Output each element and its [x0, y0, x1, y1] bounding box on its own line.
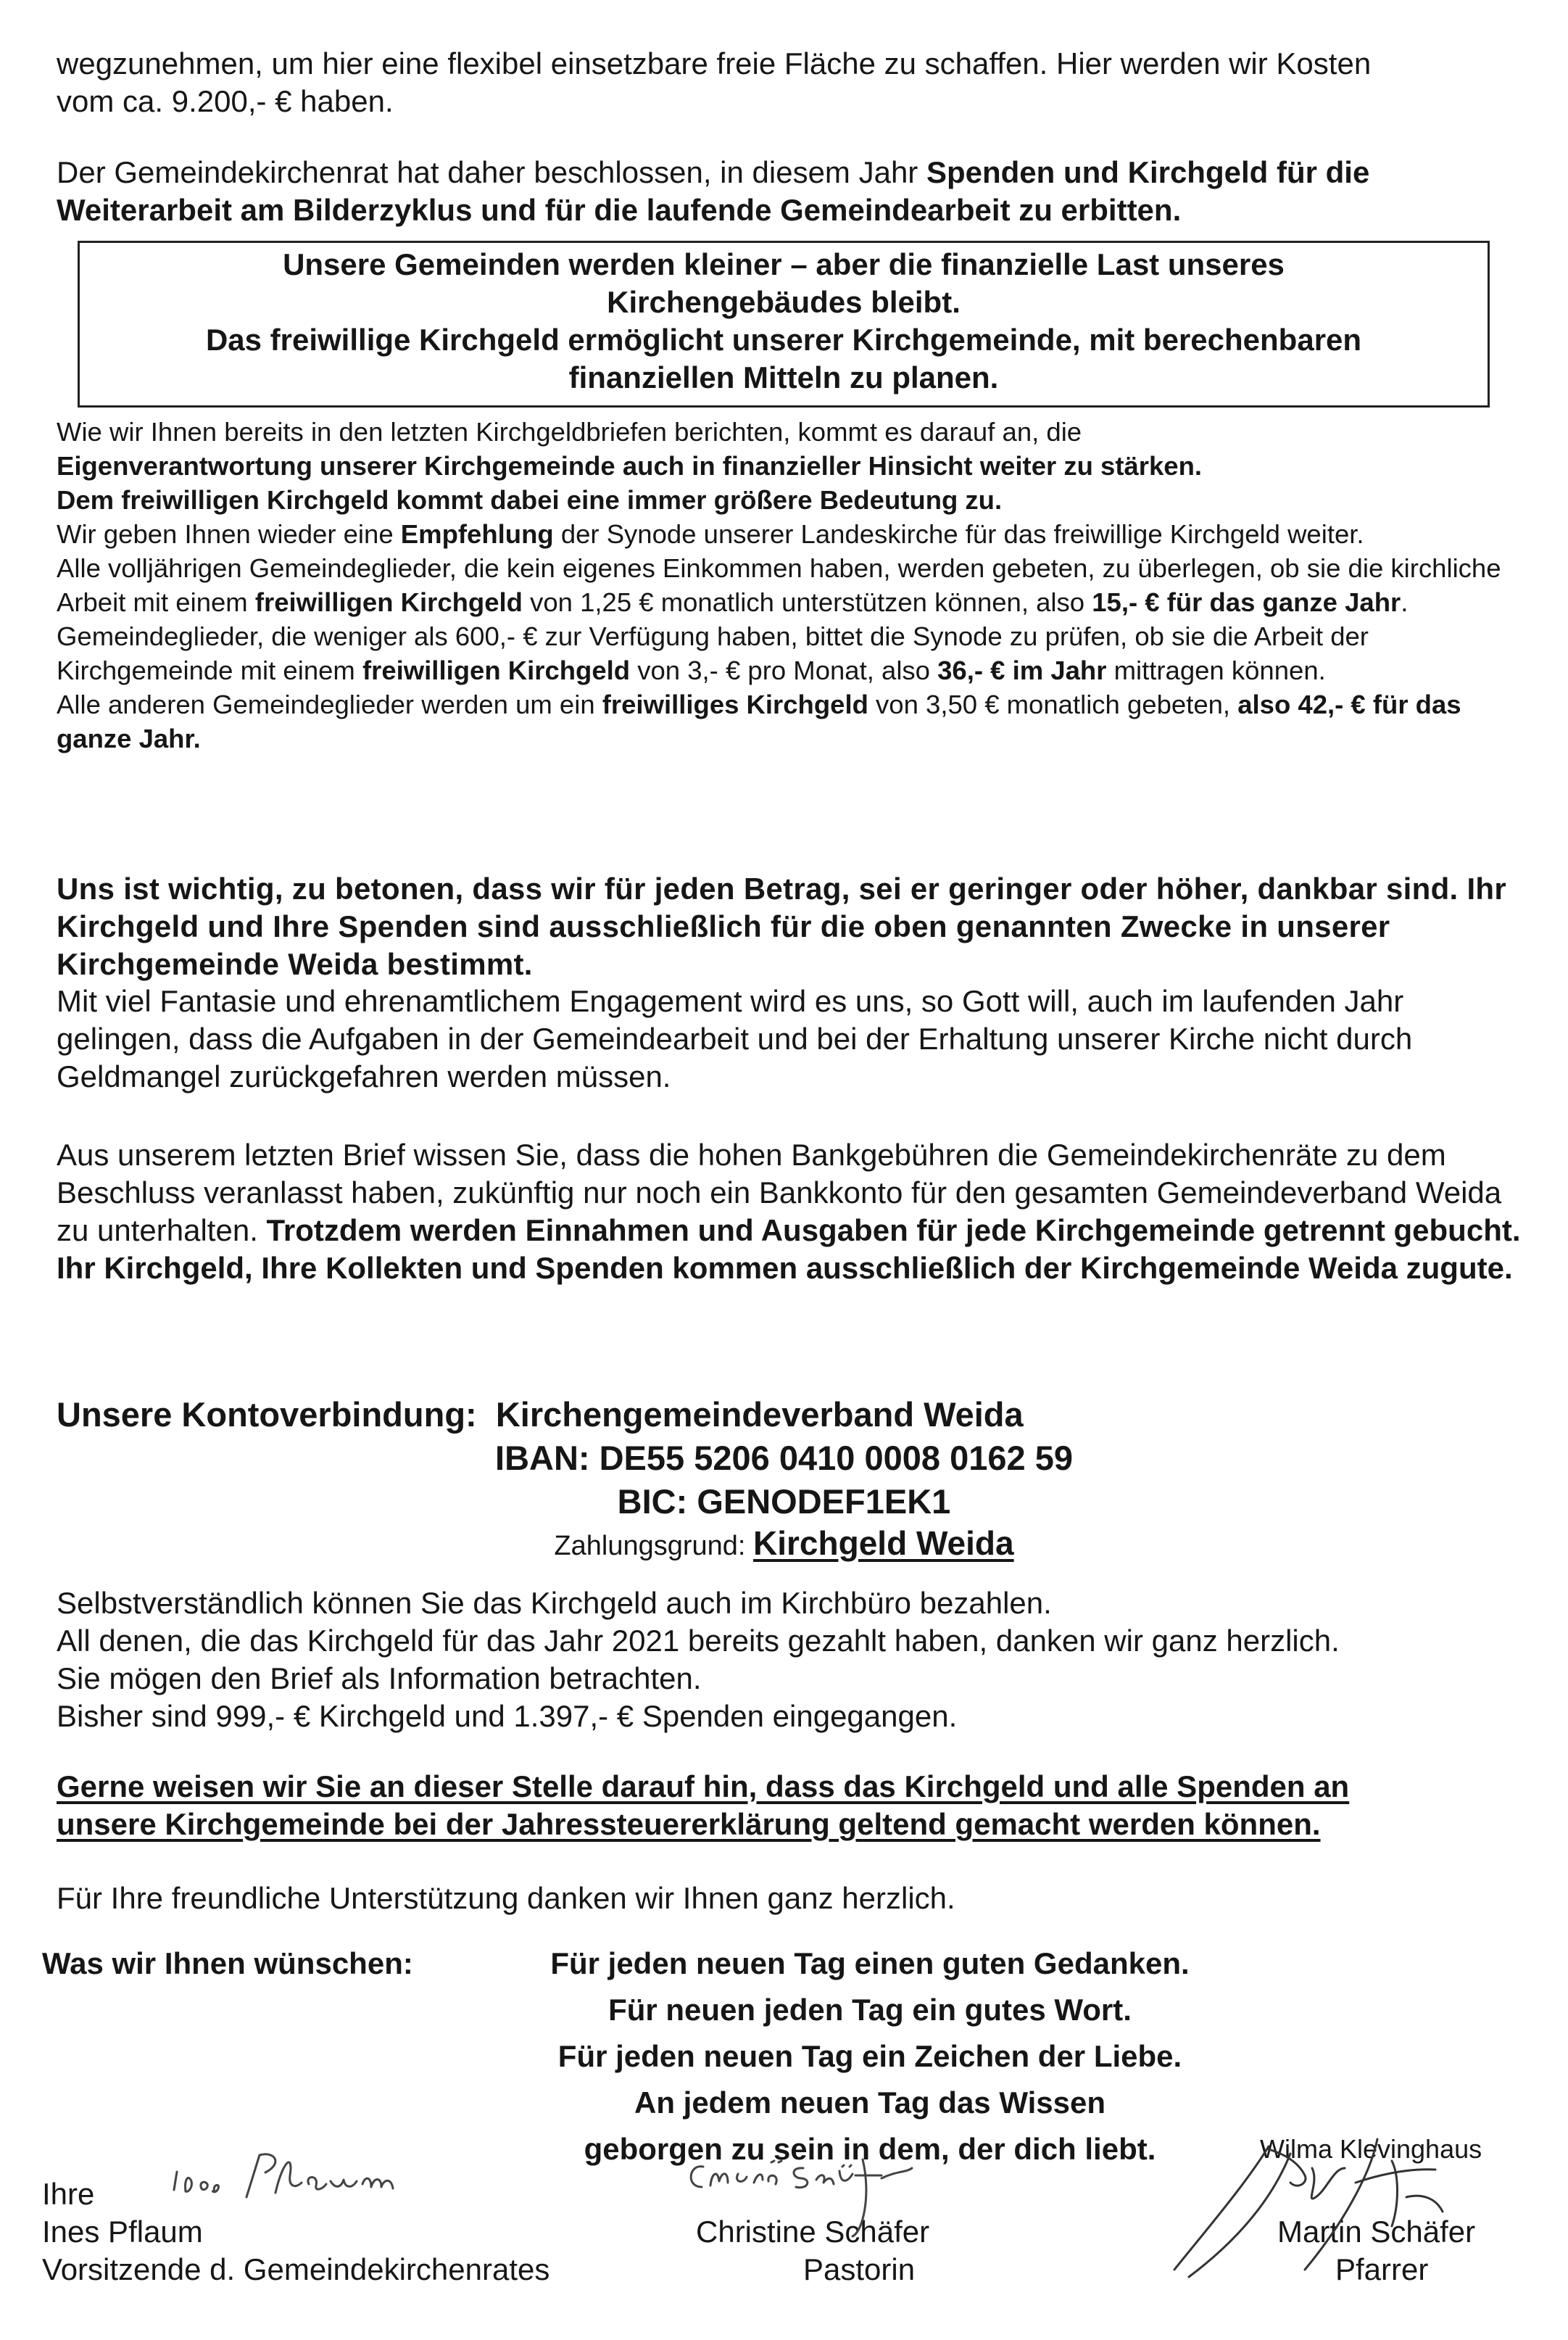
chair-name: Ines Pflaum [42, 2215, 203, 2249]
account-heading [57, 1394, 1535, 1436]
decision-bold: Spenden und Kirchgeld für die Weiterarbeit am Bilderzyklus und für die laufende Gemeindearbeit zu erbitten. [57, 155, 1370, 227]
greeting: Ihre [42, 2177, 95, 2211]
box-line: finanziellen Mitteln zu planen. [568, 360, 999, 394]
payment-reason-value: Kirchgeld Weida [753, 1524, 1014, 1562]
info-box [78, 241, 1490, 408]
recommendation-others: Alle anderen Gemeindeglieder werden um ein freiwilliges Kirchgeld von 3,50 € monatlich gebeten, also 42,- € für das ganze Jahr. [57, 690, 1461, 753]
payment-reason [0, 1521, 1568, 1568]
chair-role: Vorsitzende d. Gemeindekirchenrates [42, 2252, 550, 2286]
intro-line: wegzunehmen, um hier eine flexibel einsetzbare freie Fläche zu schaffen. Hier werden wir Kosten [57, 46, 1372, 80]
bank-paragraph: Aus unserem letzten Brief wissen Sie, dass die hohen Bankgebühren die Gemeindekirchenräte zu dem Beschluss veranlasst haben, zukünftig nur noch ein Bankkonto für den gesamten Gemeindeverband Weida zu unterhalten. Trotzdem werden Einnahmen und Ausgaben für jede Kirchgemeinde getrennt gebucht. Ihr Kirchgeld, Ihre Kollekten und Spenden kommen ausschließlich der Kirchgemeinde Weida zugute. [57, 1138, 1521, 1285]
signature-pfarrer-image [1160, 2125, 1464, 2284]
box-line: Unsere Gemeinden werden kleiner – aber die finanzielle Last unseres [283, 247, 1285, 281]
fantasy-paragraph: Mit viel Fantasie und ehrenamtlichem Engagement wird es uns, so Gott will, auch im laufenden Jahr gelingen, dass die Aufgaben in der Gemeindearbeit und bei der Erhaltung unserer Kirche nicht durch Geldmangel zurückgefahren werden müssen. [57, 984, 1413, 1093]
box-line: Kirchengebäudes bleibt. [607, 285, 961, 319]
intro-line: vom ca. 9.200,- € haben. [57, 84, 394, 118]
recommendation-section [57, 415, 1535, 756]
wish-line: An jedem neuen Tag das Wissen [634, 2085, 1106, 2120]
closing-paragraph: Selbstverständlich können Sie das Kirchgeld auch im Kirchbüro bezahlen. All denen, die das Kirchgeld für das Jahr 2021 bereits gezahlt haben, danken wir ganz herzlich. Sie mögen den Brief als Information betrachten. Bisher sind 999,- € Kirchgeld und 1.397,- € Spenden eingegangen. [57, 1586, 1340, 1733]
synod-recommendation: Wir geben Ihnen wieder eine Empfehlung der Synode unserer Landeskirche für das freiwillige Kirchgeld weiter. [57, 519, 1364, 549]
recommendation-low-income: Gemeindeglieder, die weniger als 600,- € zur Verfügung haben, bittet die Synode zu prüfen, ob sie die Arbeit der Kirchgemeinde mit einem freiwilligen Kirchgeld von 3,- € pro Monat, also 36,- € im Jahr mittragen können. [57, 621, 1369, 685]
recommendation-intro: Wie wir Ihnen bereits in den letzten Kirchgeldbriefen berichten, kommt es darauf an, die Eigenverantwortung unserer Kirchgemeinde auch in finanzieller Hinsicht weiter zu stärken. Dem freiwilligen Kirchgeld kommt dabei eine immer größere Bedeutung zu. [57, 417, 1203, 515]
intro-paragraph [57, 45, 1535, 120]
wish-line: Für jeden neuen Tag ein Zeichen der Liebe. [557, 2039, 1182, 2073]
account-label: Unsere Kontoverbindung: [57, 1395, 477, 1434]
wishes-label: Was wir Ihnen wünschen: [42, 1946, 413, 1980]
wish-line: Für jeden neuen Tag einen guten Gedanken. [550, 1946, 1190, 1980]
decision-text: Der Gemeindekirchenrat hat daher beschlossen, in diesem Jahr [57, 155, 926, 189]
wishes-list [464, 1940, 1276, 2172]
account-iban: IBAN: DE55 5206 0410 0008 0162 59 [495, 1439, 1073, 1477]
tax-note: Gerne weisen wir Sie an dieser Stelle darauf hin, dass das Kirchgeld und alle Spenden an unsere Kirchgemeinde bei der Jahressteuererklärung geltend gemacht werden können. [57, 1769, 1350, 1841]
pastor-role: Pastorin [803, 2252, 916, 2286]
decision-paragraph [57, 154, 1535, 229]
thanks-line: Für Ihre freundliche Unterstützung danken wir Ihnen ganz herzlich. [57, 1881, 955, 1915]
payment-reason-label: Zahlungsgrund: [554, 1531, 746, 1561]
signature-pflaum-image [167, 2146, 471, 2212]
pfarrer-role: Pfarrer [1335, 2252, 1429, 2286]
account-bic: BIC: GENODEF1EK1 [617, 1482, 951, 1521]
wish-line: geborgen zu sein in dem, der dich liebt. [584, 2132, 1156, 2166]
pastor-name: Christine Schäfer [696, 2215, 930, 2249]
signature-schaefer-image [681, 2145, 1029, 2239]
recommendation-no-income: Alle volljährigen Gemeindeglieder, die kein eigenes Einkommen haben, werden gebeten, zu überlegen, ob sie die kirchliche Arbeit mit einem freiwilligen Kirchgeld von 1,25 € monatlich unterstützen können, also 15,- € für das ganze Jahr. [57, 553, 1501, 617]
wish-line: Für neuen jeden Tag ein gutes Wort. [608, 1993, 1132, 2027]
box-line: Das freiwillige Kirchgeld ermöglicht unserer Kirchgemeinde, mit berechenbaren [205, 323, 1362, 357]
extra-signatory: Wilma Klevinghaus [1260, 2134, 1482, 2164]
account-holder: Kirchengemeindeverband Weida [495, 1395, 1024, 1434]
important-paragraph: Uns ist wichtig, zu betonen, dass wir für jeden Betrag, sei er geringer oder höher, dankbar sind. Ihr Kirchgeld und Ihre Spenden sind ausschließlich für die oben genannten Zwecke in unserer Kirchgemeinde Weida bestimmt. [57, 872, 1507, 981]
pfarrer-name: Martin Schäfer [1277, 2215, 1476, 2249]
